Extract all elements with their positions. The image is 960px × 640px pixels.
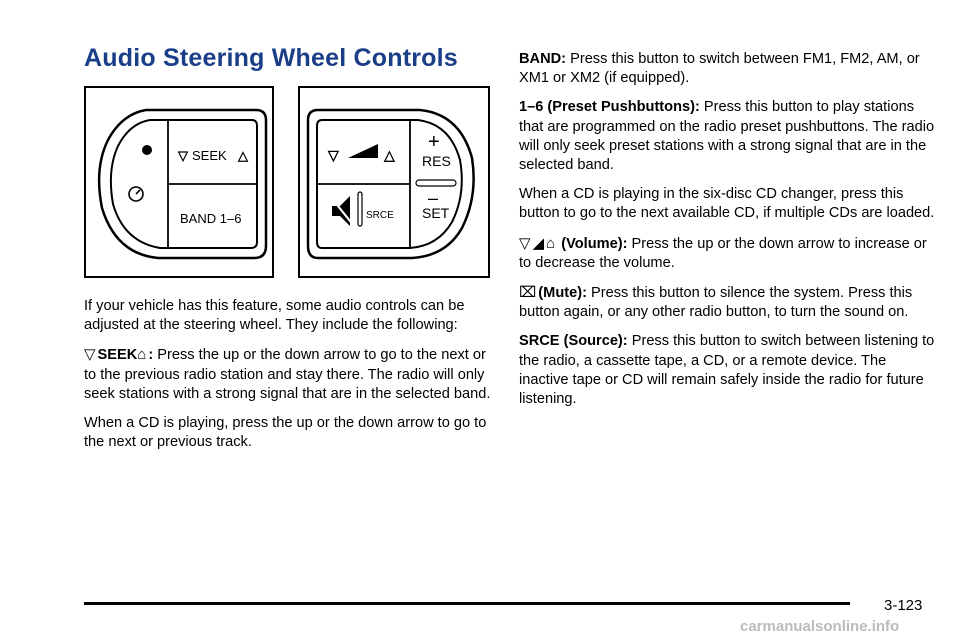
right-controls-illustration bbox=[298, 86, 490, 278]
band-button-label: BAND 1–6 bbox=[180, 211, 242, 226]
left-column bbox=[84, 297, 496, 462]
footer-rule bbox=[84, 602, 850, 605]
mute-description: Press this button to silence the system. Press this button again, or any other radio button, to turn the sound on. bbox=[519, 285, 913, 321]
seek-paragraph bbox=[84, 345, 496, 404]
preset-description: Press this button to play stations that are programmed on the radio preset pushbuttons. The radio will only seek preset stations with a strong signal that are in the selected band. bbox=[519, 99, 935, 174]
mute-speaker-icon bbox=[330, 196, 354, 226]
volume-description: Press the up or the down arrow to increase or to decrease the volume. bbox=[519, 235, 927, 271]
page-number: 3-123 bbox=[884, 597, 923, 614]
volume-ramp-symbol-icon: ◢ bbox=[532, 234, 545, 252]
seek-down-arrow-icon: ▽ bbox=[84, 346, 96, 364]
intro-paragraph: If your vehicle has this feature, some audio controls can be adjusted at the steering wheel. They include the following: bbox=[84, 298, 465, 334]
band-label: BAND: bbox=[519, 51, 567, 67]
volume-label: (Volume): bbox=[561, 235, 628, 252]
volume-ramp-icon bbox=[348, 144, 378, 158]
volume-up-arrow-icon: ⌂ bbox=[546, 234, 556, 252]
volume-paragraph bbox=[519, 234, 939, 273]
preset-label: 1–6 (Preset Pushbuttons): bbox=[519, 99, 700, 116]
res-button-label: RES bbox=[422, 153, 451, 169]
source-description: Press this button to switch between listening to the radio, a cassette tape, a CD, or a remote device. The inactive tape or CD will remain safely inside the radio for future listening. bbox=[519, 333, 935, 408]
band-description: Press this button to switch between FM1, FM2, AM, or XM1 or XM2 (if equipped). bbox=[519, 51, 920, 87]
source-paragraph bbox=[519, 332, 939, 409]
mute-label: (Mute): bbox=[538, 285, 587, 302]
volume-down-arrow-icon: ▽ bbox=[519, 234, 531, 252]
band-paragraph bbox=[519, 50, 939, 88]
right-column bbox=[519, 50, 939, 419]
minus-icon: – bbox=[428, 188, 439, 208]
plus-icon: + bbox=[428, 131, 440, 153]
mute-icon: ⌧ bbox=[519, 284, 537, 302]
seek-down-icon: ▽ bbox=[178, 148, 188, 163]
seek-up-icon: △ bbox=[238, 148, 248, 163]
mute-paragraph bbox=[519, 283, 939, 322]
seek-up-arrow-icon: ⌂ bbox=[137, 346, 147, 364]
preset-paragraph bbox=[519, 98, 939, 175]
left-controls-illustration bbox=[84, 86, 274, 278]
volume-down-icon: ▽ bbox=[328, 147, 339, 163]
phone-clock-icon bbox=[129, 187, 143, 201]
cd-track-paragraph: When a CD is playing, press the up or the down arrow to go to the next or previous track. bbox=[84, 415, 487, 451]
volume-up-icon: △ bbox=[384, 147, 395, 163]
seek-colon: : bbox=[148, 347, 154, 364]
seek-description: Press the up or the down arrow to go to the next or to the previous radio station and stay there. The radio will only seek stations with a strong signal that are in the selected band. bbox=[84, 347, 491, 402]
seek-label: SEEK bbox=[97, 347, 138, 364]
srce-button-label: SRCE bbox=[366, 210, 394, 221]
voice-dot-icon bbox=[142, 145, 152, 155]
cd-changer-paragraph: When a CD is playing in the six-disc CD changer, press this button to go to the next available CD, if multiple CDs are loaded. bbox=[519, 186, 935, 222]
set-button-label: SET bbox=[422, 205, 450, 221]
seek-button-label: SEEK bbox=[192, 148, 227, 163]
page-title: Audio Steering Wheel Controls bbox=[84, 44, 458, 72]
watermark: carmanualsonline.info bbox=[740, 618, 900, 635]
source-label: SRCE (Source): bbox=[519, 333, 628, 350]
